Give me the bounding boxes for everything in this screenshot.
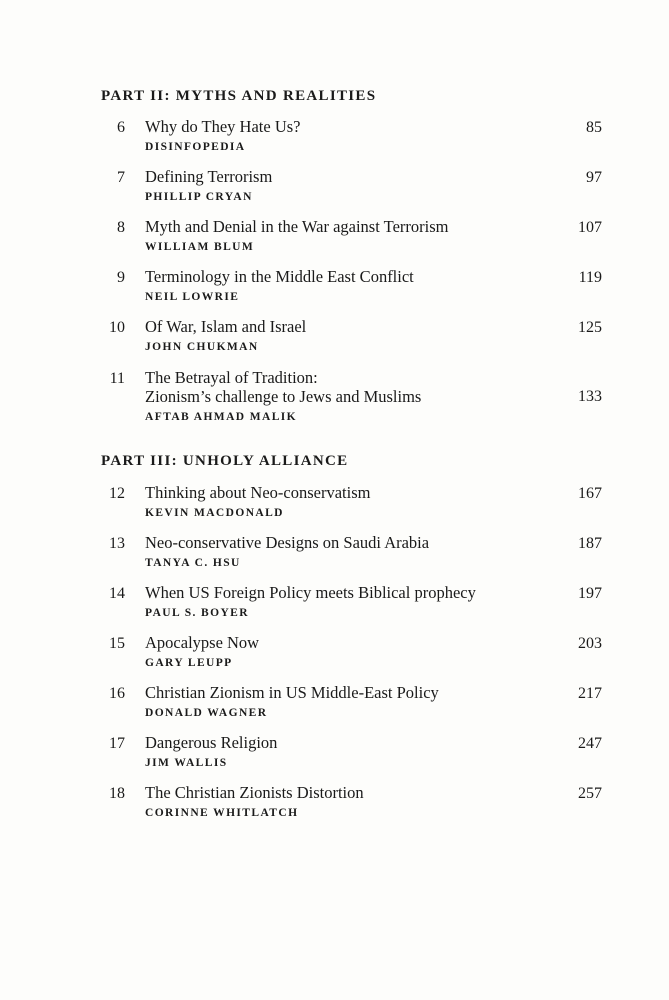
chapter-author: DISINFOPEDIA bbox=[145, 141, 246, 153]
chapter-title: Terminology in the Middle East Conflict bbox=[145, 267, 414, 286]
page-number: 217 bbox=[578, 685, 602, 702]
page-number: 125 bbox=[578, 319, 602, 336]
chapter-title: When US Foreign Policy meets Biblical prophecy bbox=[145, 583, 476, 602]
chapter-number: 14 bbox=[109, 585, 125, 602]
chapter-author: CORINNE WHITLATCH bbox=[145, 807, 299, 819]
chapter-author: AFTAB AHMAD MALIK bbox=[145, 411, 298, 423]
page-number: 187 bbox=[578, 535, 602, 552]
page-number: 203 bbox=[578, 635, 602, 652]
chapter-number: 17 bbox=[109, 735, 125, 752]
chapter-title: Christian Zionism in US Middle-East Policy bbox=[145, 683, 439, 702]
chapter-number: 16 bbox=[109, 685, 125, 702]
part-heading: PART II: MYTHS AND REALITIES bbox=[101, 88, 377, 104]
chapter-number: 7 bbox=[117, 169, 125, 186]
chapter-number: 13 bbox=[109, 535, 125, 552]
chapter-title: Dangerous Religion bbox=[145, 733, 278, 752]
chapter-author: GARY LEUPP bbox=[145, 657, 233, 669]
chapter-title: Defining Terrorism bbox=[145, 167, 273, 186]
chapter-author: KEVIN MACDONALD bbox=[145, 507, 284, 519]
chapter-author: DONALD WAGNER bbox=[145, 707, 268, 719]
part-heading: PART III: UNHOLY ALLIANCE bbox=[101, 453, 349, 469]
chapter-title: The Christian Zionists Distortion bbox=[145, 783, 364, 802]
chapter-number: 8 bbox=[117, 219, 125, 236]
page-number: 97 bbox=[586, 169, 602, 186]
chapter-number: 15 bbox=[109, 635, 125, 652]
chapter-title: Apocalypse Now bbox=[145, 633, 260, 652]
chapter-number: 11 bbox=[109, 370, 125, 387]
page-number: 133 bbox=[578, 388, 602, 405]
chapter-number: 10 bbox=[109, 319, 125, 336]
chapter-author: JIM WALLIS bbox=[145, 757, 228, 769]
page-number: 167 bbox=[578, 485, 602, 502]
page-number: 107 bbox=[578, 219, 602, 236]
chapter-author: PAUL S. BOYER bbox=[145, 607, 249, 619]
page-number: 119 bbox=[578, 269, 602, 286]
chapter-author: WILLIAM BLUM bbox=[145, 241, 255, 253]
page-number: 197 bbox=[578, 585, 602, 602]
chapter-title-line-2: Zionism’s challenge to Jews and Muslims bbox=[145, 387, 422, 406]
page-number: 257 bbox=[578, 785, 602, 802]
chapter-author: NEIL LOWRIE bbox=[145, 291, 240, 303]
page-number: 85 bbox=[586, 119, 602, 136]
chapter-number: 9 bbox=[117, 269, 125, 286]
chapter-author: TANYA C. HSU bbox=[145, 557, 241, 569]
page-number: 247 bbox=[578, 735, 602, 752]
chapter-number: 12 bbox=[109, 485, 125, 502]
chapter-number: 18 bbox=[109, 785, 125, 802]
chapter-author: PHILLIP CRYAN bbox=[145, 191, 253, 203]
chapter-title: Thinking about Neo-conservatism bbox=[145, 483, 371, 502]
chapter-title: Why do They Hate Us? bbox=[145, 117, 301, 136]
chapter-title: Of War, Islam and Israel bbox=[145, 317, 307, 336]
chapter-title: Neo-conservative Designs on Saudi Arabia bbox=[145, 533, 430, 552]
chapter-number: 6 bbox=[117, 119, 125, 136]
chapter-title-line-1: The Betrayal of Tradition: bbox=[145, 368, 318, 387]
chapter-title: Myth and Denial in the War against Terrorism bbox=[145, 217, 449, 236]
chapter-author: JOHN CHUKMAN bbox=[145, 341, 259, 353]
